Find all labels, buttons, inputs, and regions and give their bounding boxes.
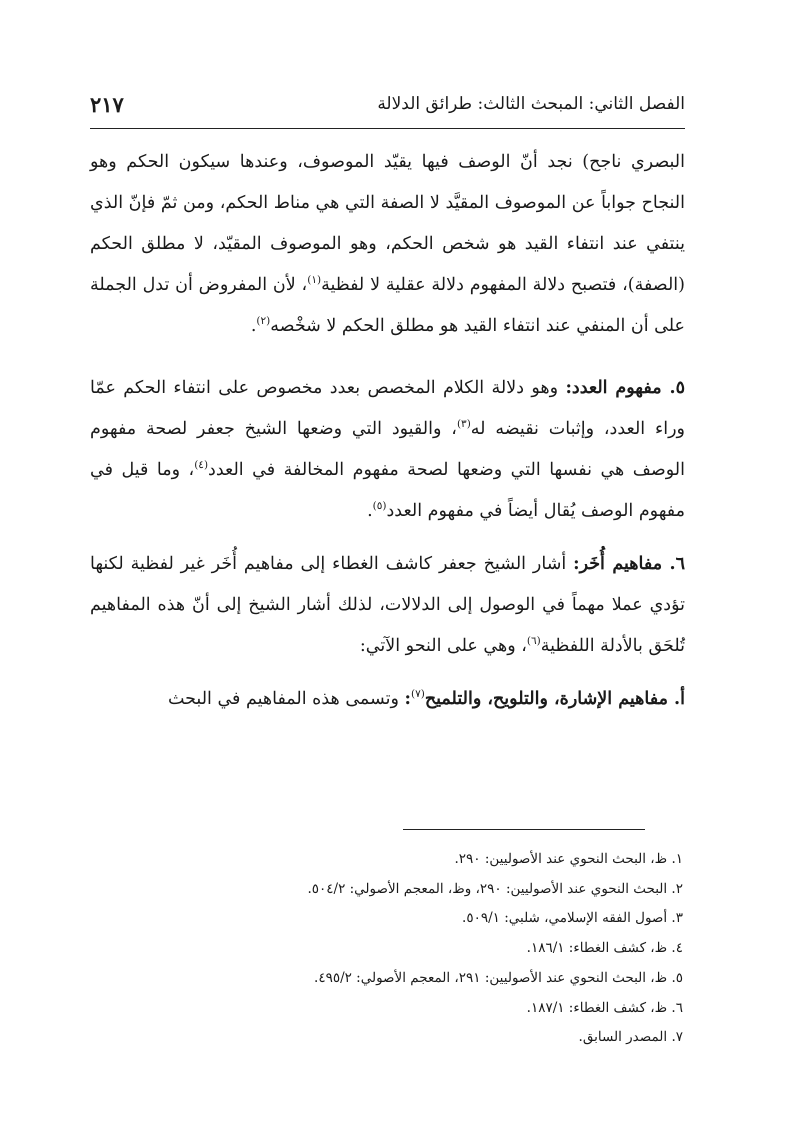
footnote-2: ٢. البحث النحوي عند الأصوليين: ٢٩٠، وظ، المعجم الأصولي: ٥٠٤/٢. <box>307 880 683 897</box>
footnote-4: ٤. ظ، كشف الغطاء: ١٨٦/١. <box>526 940 683 957</box>
footnotes <box>90 845 683 1053</box>
footnote-ref-5: (٥) <box>372 500 387 513</box>
paragraph-1-end: . <box>250 316 257 336</box>
footnote-5: ٥. ظ، البحث النحوي عند الأصوليين: ٢٩١، المعجم الأصولي: ٤٩٥/٢. <box>314 969 683 986</box>
paragraph-4-text: وتسمى هذه المفاهيم في البحث <box>167 689 405 709</box>
footnote-separator <box>403 829 645 830</box>
footnote-ref-1: (١) <box>307 274 322 287</box>
paragraph-1 <box>90 142 685 347</box>
footnote-6: ٦. ظ، كشف الغطاء: ١٨٧/١. <box>526 999 683 1016</box>
paragraph-2-text-cont: ، والقيود التي وضعها الشيخ جعفر لصحة مفهوم الوصف هي نفسها التي وضعها لصحة مفهوم المخالفة في العدد <box>90 419 685 480</box>
footnote-1: ١. ظ، البحث النحوي عند الأصوليين: ٢٩٠. <box>454 851 683 867</box>
running-header <box>90 88 685 129</box>
heading-number-concept: ٥. مفهوم العدد: <box>565 378 685 398</box>
heading-other-concepts: ٦. مفاهيم أُخَر: <box>573 554 685 574</box>
paragraph-2-text-cont2: ، وما قيل في مفهوم الوصف يُقال أيضاً في مفهوم العدد <box>90 460 685 521</box>
main-text <box>90 142 685 720</box>
footnote-ref-2: (٢) <box>256 315 271 328</box>
paragraph-2-end: . <box>367 501 373 521</box>
footnote-ref-7: (٧) <box>411 688 425 701</box>
paragraph-3 <box>90 544 685 667</box>
paragraph-2 <box>90 368 685 532</box>
chapter-title: الفصل الثاني: المبحث الثالث: طرائق الدلالة <box>377 94 685 114</box>
footnote-3: ٣. أصول الفقه الإسلامي، شلبي: ٥٠٩/١. <box>462 910 683 927</box>
heading-indication-concepts: أ. مفاهيم الإشارة، والتلويح، والتلميح <box>424 689 685 709</box>
footnote-7: ٧. المصدر السابق. <box>578 1029 683 1046</box>
paragraph-4 <box>90 679 685 720</box>
paragraph-3-text: أشار الشيخ جعفر كاشف الغطاء إلى مفاهيم أُخَر غير لفظية لكنها تؤدي عملا مهماً في الوصول إلى الدلالات، لذلك أشار الشيخ إلى أنّ هذه المفاهيم تُلحَق بالأدلة اللفظية <box>90 554 685 656</box>
paragraph-3-text-cont: ، وهي على النحو الآتي: <box>359 636 527 656</box>
paragraph-1-text: البصري ناجح) نجد أنّ الوصف فيها يقيّد الموصوف، وعندها سيكون الحكم وهو النجاح جواباً عن الموصوف المقيَّد لا الصفة التي هي مناط الحكم، ومن ثمّ فإنّ الذي ينتفي عند انتفاء القيد هو شخص الحكم، وهو الموصوف المقيّد، لا مطلق الحكم (الصفة)، فتصبح دلالة المفهوم دلالة عقلية لا لفظية <box>90 152 686 295</box>
footnote-ref-4: (٤) <box>194 459 209 472</box>
paragraph-2-text: وهو دلالة الكلام المخصص بعدد مخصوص على انتفاء الحكم عمّا وراء العدد، وإثبات نقيضه له <box>90 378 685 439</box>
footnote-ref-6: (٦) <box>526 635 541 648</box>
paragraph-1-text-cont: ، لأن المفروض أن تدل الجملة على أن المنفي عند انتفاء القيد هو مطلق الحكم لا شخْصه <box>90 275 685 336</box>
page-number: ٢١٧ <box>90 92 124 117</box>
heading-colon: : <box>404 689 411 709</box>
footnote-ref-3: (٣) <box>456 418 471 431</box>
